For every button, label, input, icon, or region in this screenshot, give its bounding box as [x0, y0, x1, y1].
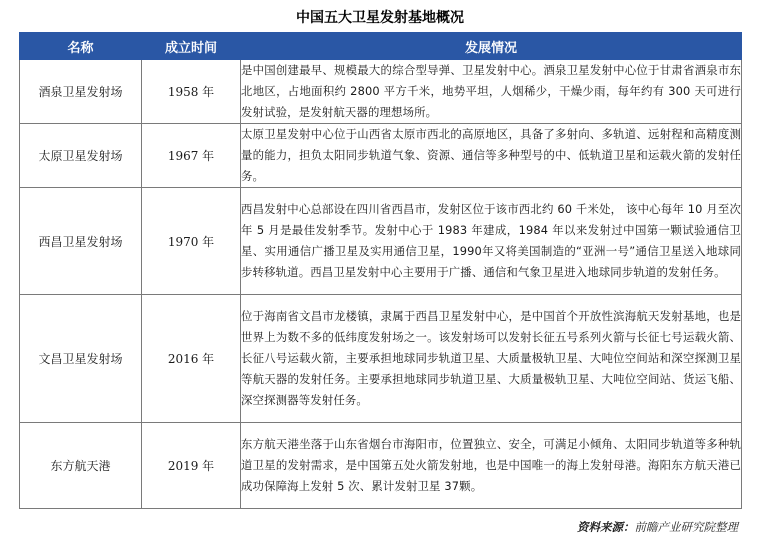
- description-cell: 是中国创建最早、规模最大的综合型导弹、卫星发射中心。酒泉卫星发射中心位于甘肃省酒泉市东北地区，占地面积约 2800 平方千米，地势平坦，人烟稀少，干燥少雨，每年约有 300 天可进行发射试验，是发射航天器的理想场所。: [241, 60, 742, 124]
- site-name-cell: 东方航天港: [20, 423, 142, 509]
- column-header-year: 成立时间: [142, 33, 241, 60]
- source-text: 前瞻产业研究院整理: [634, 520, 738, 534]
- table-row: [20, 60, 742, 124]
- document-page: [19, 6, 741, 509]
- table-header-row: [20, 33, 742, 60]
- site-name-cell: 太原卫星发射场: [20, 124, 142, 188]
- column-header-desc: 发展情况: [241, 33, 742, 60]
- founded-year-cell: 1970 年: [142, 188, 241, 295]
- description-cell: 太原卫星发射中心位于山西省太原市西北的高原地区，具备了多射向、多轨道、远射程和高精度测量的能力，担负太阳同步轨道气象、资源、通信等多种型号的中、低轨道卫星和运载火箭的发射任务。: [241, 124, 742, 188]
- launch-sites-table: [19, 32, 742, 509]
- table-title: 中国五大卫星发射基地概况: [296, 10, 464, 26]
- description-cell: 东方航天港坐落于山东省烟台市海阳市，位置独立、安全，可满足小倾角、太阳同步轨道等多种轨道卫星的发射需求，是中国第五处火箭发射地，也是中国唯一的海上发射母港。海阳东方航天港已成功保障海上发射 5 次、累计发射卫星 37颗。: [241, 423, 742, 509]
- site-name-cell: 西昌卫星发射场: [20, 188, 142, 295]
- description-cell: 西昌发射中心总部设在四川省西昌市，发射区位于该市西北约 60 千米处， 该中心每年 10 月至次年 5 月是最佳发射季节。发射中心于 1983 年建成，1984 年以来发射过中国第一颗试验通信卫星、实用通信广播卫星及实用通信卫星，1990年又将美国制造的“亚洲一号”通信卫星送入地球同步转移轨道。西昌卫星发射中心主要用于广播、通信和气象卫星进入地球同步轨道的发射任务。: [241, 188, 742, 295]
- table-row: [20, 423, 742, 509]
- table-row: [20, 295, 742, 423]
- founded-year-cell: 2016 年: [142, 295, 241, 423]
- site-name-cell: 文昌卫星发射场: [20, 295, 142, 423]
- description-cell: 位于海南省文昌市龙楼镇，隶属于西昌卫星发射中心，是中国首个开放性滨海航天发射基地，也是世界上为数不多的低纬度发射场之一。该发射场可以发射长征五号系列火箭与长征七号运载火箭、长征八号运载火箭，主要承担地球同步轨道卫星、大质量极轨卫星、大吨位空间站和深空探测卫星等航天器的发射任务。主要承担地球同步轨道卫星、大质量极轨卫星、大吨位空间站、货运飞船、深空探测器等发射任务。: [241, 295, 742, 423]
- founded-year-cell: 1967 年: [142, 124, 241, 188]
- column-header-name: 名称: [20, 33, 142, 60]
- founded-year-cell: 2019 年: [142, 423, 241, 509]
- founded-year-cell: 1958 年: [142, 60, 241, 124]
- source-note: [577, 519, 738, 535]
- source-label: 资料来源：: [577, 520, 635, 534]
- site-name-cell: 酒泉卫星发射场: [20, 60, 142, 124]
- table-row: [20, 124, 742, 188]
- table-row: [20, 188, 742, 295]
